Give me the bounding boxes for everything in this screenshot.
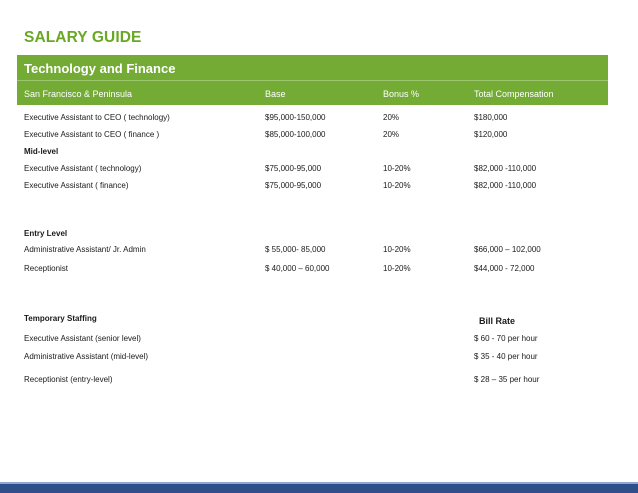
mid-level-label: Mid-level	[24, 147, 59, 156]
column-header-total: Total Compensation	[474, 89, 554, 99]
temp-row-role: Executive Assistant (senior level)	[24, 334, 141, 343]
row-base: $75,000-95,000	[265, 181, 322, 190]
section-banner	[17, 55, 608, 105]
row-bonus: 20%	[383, 113, 400, 122]
row-base: $ 40,000 – 60,000	[265, 264, 330, 273]
row-total: $120,000	[474, 130, 508, 139]
row-base: $95,000-150,000	[265, 113, 326, 122]
row-total: $82,000 -110,000	[474, 181, 537, 190]
row-bonus: 10-20%	[383, 181, 411, 190]
row-total: $82,000 -110,000	[474, 164, 537, 173]
row-total: $66,000 – 102,000	[474, 245, 541, 254]
row-role: Receptionist	[24, 264, 69, 273]
row-bonus: 10-20%	[383, 245, 411, 254]
column-header-bonus: Bonus %	[383, 89, 420, 99]
row-role: Executive Assistant ( technology)	[24, 164, 142, 173]
column-header-base: Base	[265, 89, 286, 99]
temp-row-rate: $ 28 – 35 per hour	[474, 375, 540, 384]
temp-row-rate: $ 35 - 40 per hour	[474, 352, 538, 361]
row-role: Executive Assistant ( finance)	[24, 181, 129, 190]
row-total: $180,000	[474, 113, 508, 122]
row-bonus: 20%	[383, 130, 400, 139]
entry-level-label: Entry Level	[24, 229, 68, 238]
row-bonus: 10-20%	[383, 164, 411, 173]
column-header-location: San Francisco & Peninsula	[24, 89, 133, 99]
row-role: Executive Assistant to CEO ( finance )	[24, 130, 160, 139]
temp-row-rate: $ 60 - 70 per hour	[474, 334, 538, 343]
temp-row-role: Administrative Assistant (mid-level)	[24, 352, 149, 361]
row-base: $85,000-100,000	[265, 130, 326, 139]
row-role: Administrative Assistant/ Jr. Admin	[24, 245, 146, 254]
row-bonus: 10-20%	[383, 264, 411, 273]
temp-row-role: Receptionist (entry-level)	[24, 375, 113, 384]
row-role: Executive Assistant to CEO ( technology)	[24, 113, 170, 122]
bill-rate-header: Bill Rate	[479, 316, 516, 326]
row-total: $44,000 - 72,000	[474, 264, 535, 273]
banner-divider	[17, 80, 608, 81]
row-base: $75,000-95,000	[265, 164, 322, 173]
page-title: SALARY GUIDE	[24, 29, 142, 46]
temporary-staffing-label: Temporary Staffing	[24, 314, 97, 323]
row-base: $ 55,000- 85,000	[265, 245, 326, 254]
footer-bar	[0, 484, 638, 493]
section-title: Technology and Finance	[24, 61, 176, 76]
